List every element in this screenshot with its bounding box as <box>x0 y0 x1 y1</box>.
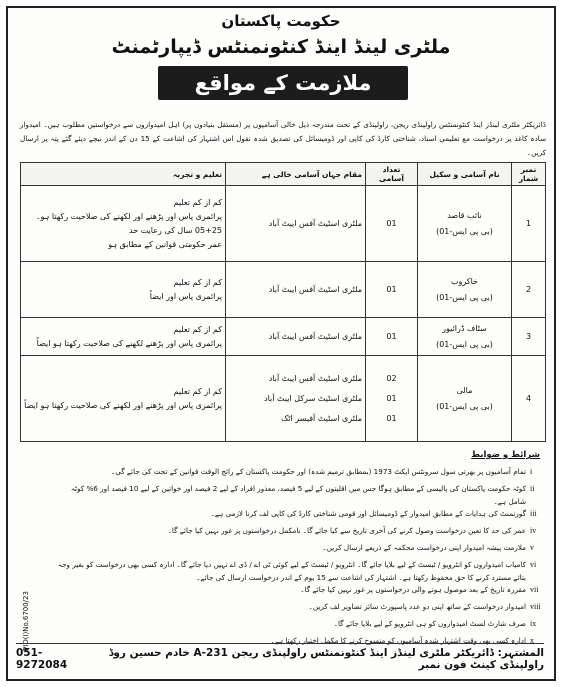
cell-post <box>418 356 512 442</box>
education-line: پرائمری پاس اور پڑھنے اور لکھنے کی صلاحیت رکھتا ہو ایضاً <box>24 400 222 410</box>
cell-post <box>418 186 512 262</box>
cell-no: 2 <box>512 262 546 318</box>
term-number: iv <box>530 526 537 535</box>
term-text: ادارہ کسی بھی وقت اشتہار شدہ آسامیوں کو منسوخ کرنے کا مکمل اختیار رکھتا ہے۔ <box>270 636 526 645</box>
header-no: نمبر شمار <box>512 163 546 186</box>
cell-location <box>226 356 366 442</box>
cell-education <box>21 356 226 442</box>
post-scale: (بی پی ایس-01) <box>436 292 493 302</box>
post-name: سٹاف ڈرائیور <box>442 323 487 333</box>
cell-post <box>418 262 512 318</box>
education-line: کم از کم تعلیم <box>173 386 222 396</box>
header-location: مقام جہاں آسامی خالی ہے <box>226 163 366 186</box>
government-title: حکومت پاکستان <box>221 12 341 30</box>
cell-count <box>366 356 418 442</box>
post-scale: (بی پی ایس-01) <box>436 339 493 349</box>
header-count: تعداد آسامی <box>366 163 418 186</box>
terms-title: شرائط و ضوابط <box>471 450 540 460</box>
term-text: صرف شارٹ لسٹ امیدواروں کو ہی انٹرویو کے لیے بلایا جائے گا۔ <box>333 619 526 628</box>
cell-post <box>418 318 512 356</box>
term-number: iii <box>530 509 537 518</box>
term-text: مقررہ تاریخ کے بعد موصول ہونے والی درخواستوں پر غور نہیں کیا جائے گا۔ <box>300 585 526 594</box>
list-item <box>20 483 546 508</box>
department-title: ملٹری لینڈ اینڈ کنٹونمنٹس ڈیپارٹمنٹ <box>111 36 451 58</box>
term-text: ملازمت پیشہ امیدوار اپنی درخواست محکمہ کے ذریعے ارسال کریں۔ <box>322 543 526 552</box>
education-line: پرائمری پاس اور پڑھنے اور لکھنے کی صلاحیت رکھتا ہو۔ 25+05 سال کی رعایت حد <box>35 211 222 235</box>
count-value: 01 <box>386 413 397 423</box>
education-line: کم از کم تعلیم <box>173 277 222 287</box>
cell-education <box>21 318 226 356</box>
list-item <box>20 559 546 584</box>
footer-phone: 051-9272084 <box>16 647 68 671</box>
intro-paragraph: ڈائریکٹر ملٹری لینڈز اینڈ کنٹونمنٹس راولپنڈی ریجن، راولپنڈی کے تحت مندرجہ ذیل خالی آسامیوں پر (مستقل بنیادوں پر) اہل امیدواروں سے درخواستیں مطلوب ہیں۔ امیدوار سادہ کاغذ پر درخواست مع تعلیمی اسناد، شناختی کارڈ کی کاپی اور ڈومیسائل کی تصدیق شدہ نقول اس اشتہار کی اشاعت کے 15 دن کے اندر نیچے دیئے گئے پتہ پر ارسال کریں۔ <box>20 120 546 157</box>
cell-education <box>21 262 226 318</box>
cell-no: 3 <box>512 318 546 356</box>
cell-count <box>366 186 418 262</box>
list-item <box>20 508 546 525</box>
list-item <box>20 542 546 559</box>
table-header-row <box>21 163 546 186</box>
education-line: عمر حکومتی قوانین کے مطابق ہو <box>108 239 222 249</box>
term-number: vii <box>530 585 539 594</box>
cell-education <box>21 186 226 262</box>
terms-list <box>20 466 546 652</box>
jobs-table <box>20 162 546 442</box>
cell-count <box>366 262 418 318</box>
cell-location <box>226 318 366 356</box>
location-value: ملٹری اسٹیٹ آفس ایبٹ آباد <box>268 331 362 341</box>
term-number: ii <box>530 484 535 493</box>
post-name: نائب قاصد <box>447 210 482 220</box>
education-line: پرائمری پاس اور پڑھنے لکھنے کی صلاحیت رکھتا ہو ایضاً <box>36 338 222 348</box>
education-line: کم از کم تعلیم <box>173 324 222 334</box>
cell-location <box>226 262 366 318</box>
count-value: 01 <box>386 393 397 403</box>
pid-number: PID(I)No.6700/23 <box>22 591 30 651</box>
post-name: مالی <box>456 385 473 395</box>
term-number: x <box>530 636 534 645</box>
location-value: ملٹری اسٹیٹ سرکل ایبٹ آباد <box>264 393 362 403</box>
footer <box>16 643 544 671</box>
header-education: تعلیم و تجربہ <box>21 163 226 186</box>
education-line: پرائمری پاس اور ایضاً <box>149 291 222 301</box>
table-row <box>21 318 546 356</box>
post-scale: (بی پی ایس-01) <box>436 226 493 236</box>
term-text: کوٹہ حکومت پاکستان کی پالیسی کے مطابق ہوگا جس میں اقلیتوں کے لیے 5 فیصد، معذور افراد کے لیے 2 فیصد اور خواتین کے لیے 10 فیصد اور 6% کوٹہ شامل ہے۔ <box>70 484 526 506</box>
term-text: کامیاب امیدواروں کو انٹرویو / ٹیسٹ کے لیے بلایا جائے گا۔ انٹرویو / ٹیسٹ کے لیے کوئی ٹی اے / ڈی اے نہیں دیا جائے گا۔ ادارہ کسی بھی درخواست کو بغیر وجہ بتائے مسترد کرنے کا حق محفوظ رکھتا ہے۔ اشتہار کی اشاعت سے 15 یوم کے اندر درخواست ارسال کی جائے۔ <box>57 560 526 582</box>
list-item <box>20 601 546 618</box>
location-value: ملٹری اسٹیٹ آفس ایبٹ آباد <box>268 218 362 228</box>
term-number: v <box>530 543 534 552</box>
list-item <box>20 618 546 635</box>
term-number: viii <box>530 602 541 611</box>
cell-no: 1 <box>512 186 546 262</box>
term-text: تمام آسامیوں پر بھرتی سول سرونٹس ایکٹ 1973 (بمطابق ترمیم شدہ) اور حکومت پاکستان کے رائج الوقت قوانین کے تحت کی جائے گی۔ <box>111 467 526 476</box>
advertisement-page <box>6 6 556 681</box>
term-text: امیدوار درخواست کے ساتھ اپنی دو عدد پاسپورٹ سائز تصاویر لف کریں۔ <box>308 602 526 611</box>
table-row <box>21 262 546 318</box>
jobs-banner: ملازمت کے مواقع <box>158 66 408 100</box>
list-item <box>20 584 546 601</box>
location-value: ملٹری اسٹیٹ آفس ایبٹ آباد <box>268 284 362 294</box>
list-item <box>20 466 546 483</box>
count-value: 01 <box>386 218 397 228</box>
location-value: ملٹری اسٹیٹ آفس ایبٹ آباد <box>268 373 362 383</box>
count-value: 01 <box>386 331 397 341</box>
footer-address: المشتہر: ڈائریکٹر ملٹری لینڈز اینڈ کنٹونمنٹس راولپنڈی ریجن 231-A خادم حسین روڈ راولپنڈی کینٹ فون نمبر <box>108 647 544 671</box>
table-row <box>21 186 546 262</box>
post-scale: (بی پی ایس-01) <box>436 401 493 411</box>
term-number: ix <box>530 619 537 628</box>
term-number: vi <box>530 560 537 569</box>
location-value: ملٹری اسٹیٹ آفیسر اٹک <box>281 413 362 423</box>
cell-count <box>366 318 418 356</box>
term-text: عمر کی حد کا تعین درخواست وصول کرنے کی آخری تاریخ سے کیا جائے گا۔ نامکمل درخواستوں پر غور نہیں کیا جائے گا۔ <box>167 526 526 535</box>
term-text: گورنمنٹ کی ہدایات کے مطابق امیدوار کے ڈومیسائل اور قومی شناختی کارڈ کی کاپی لف کرنا لازمی ہے۔ <box>210 509 526 518</box>
cell-no: 4 <box>512 356 546 442</box>
cell-location <box>226 186 366 262</box>
table-row <box>21 356 546 442</box>
list-item <box>20 525 546 542</box>
term-number: i <box>530 467 533 476</box>
education-line: کم از کم تعلیم <box>173 197 222 207</box>
header-post: نام آسامی و سکیل <box>418 163 512 186</box>
post-name: خاکروب <box>451 276 478 286</box>
count-value: 02 <box>386 373 397 383</box>
count-value: 01 <box>386 284 397 294</box>
